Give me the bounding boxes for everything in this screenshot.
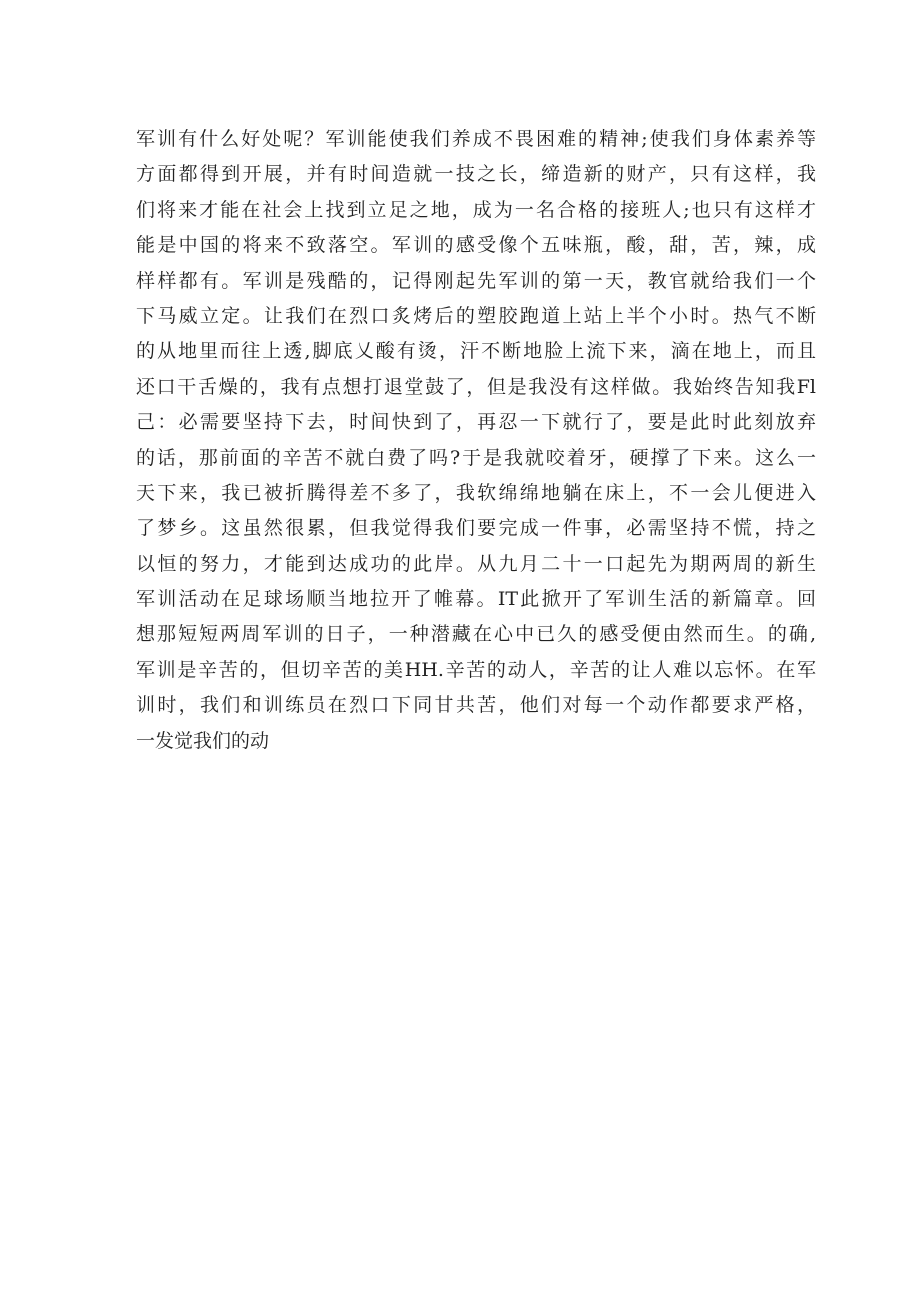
body-paragraph bbox=[136, 122, 816, 759]
text-line: 一发觉我们的动 bbox=[136, 729, 270, 752]
text-line: 天下来，我已被折腾得差不多了，我软绵绵地躺在床上，不一会儿便进入 bbox=[136, 481, 816, 504]
text-line: 训时，我们和训练员在烈口下同甘共苦，他们对每一个动作都要求严格， bbox=[136, 694, 816, 717]
text-line: 能是中国的将来不致落空。军训的感受像个五味瓶，酸，甜，苦，辣，成 bbox=[136, 234, 816, 257]
text-line: 样样都有。军训是残酷的，记得刚起先军训的第一天，教官就给我们一个 bbox=[136, 269, 816, 292]
text-line: 以恒的努力，才能到达成功的此岸。从九月二十一口起先为期两周的新生 bbox=[136, 552, 816, 575]
text-line: 军训有什么好处呢？军训能使我们养成不畏困难的精神;使我们身体素养等 bbox=[136, 128, 816, 150]
text-line: 还口干舌燥的，我有点想打退堂鼓了，但是我没有这样做。我始终告知我Fl bbox=[136, 375, 816, 398]
text-line: 的从地里而往上透,脚底乂酸有烫，汗不断地脸上流下来，滴在地上，而且 bbox=[136, 340, 816, 363]
text-line: 己：必需要坚持下去，时间快到了，再忍一下就行了，要是此时此刻放弃 bbox=[136, 411, 816, 434]
text-line: 下马威立定。让我们在烈口炙烤后的塑胶跑道上站上半个小时。热气不断 bbox=[136, 304, 816, 327]
text-line: 们将来才能在社会上找到立足之地，成为一名合格的接班人;也只有这样才 bbox=[136, 198, 816, 221]
text-line: 方面都得到开展，并有时间造就一技之长，缔造新的财产，只有这样，我 bbox=[136, 163, 816, 186]
text-line: 想那短短两周军训的日子，一种潜藏在心中已久的感受便由然而生。的确, bbox=[136, 623, 816, 646]
text-line: 的话，那前面的辛苦不就白费了吗?于是我就咬着牙，硬撑了下来。这么一 bbox=[136, 446, 816, 469]
text-line: 了梦乡。这虽然很累，但我觉得我们要完成一件事，必需坚持不慌，持之 bbox=[136, 517, 816, 540]
text-line: 军训是辛苦的，但切辛苦的美HH.辛苦的动人，辛苦的让人难以忘怀。在军 bbox=[136, 658, 816, 681]
text-line: 军训活动在足球场顺当地拉开了帷幕。IT此掀开了军训生活的新篇章。回 bbox=[136, 588, 816, 611]
